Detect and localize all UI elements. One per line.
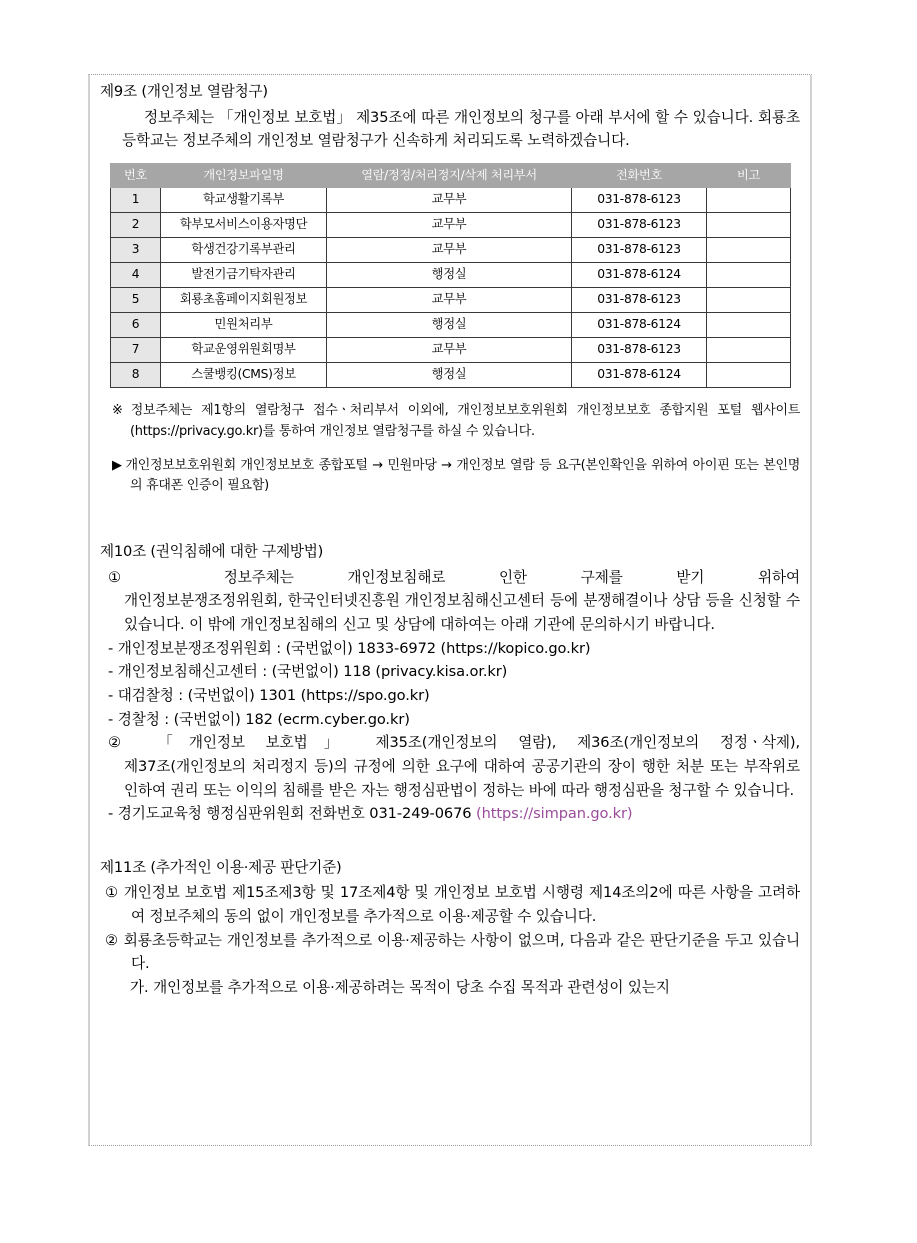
item-marker-1: ①	[105, 884, 119, 902]
article11-item2	[105, 929, 800, 976]
cell-remark	[707, 262, 791, 287]
cell-phone: 031-878-6123	[572, 212, 707, 237]
item2-text: 회룡초등학교는 개인정보를 추가적으로 이용·제공하는 사항이 없으며, 다음과 같은 판단기준을 두고 있습니다.	[123, 931, 800, 973]
cell-phone: 031-878-6124	[572, 362, 707, 387]
article9-title: 제9조 (개인정보 열람청구)	[100, 83, 268, 100]
simpan-link[interactable]: (https://simpan.go.kr)	[476, 805, 633, 823]
article9-body: 정보주체는 「개인정보 보호법」 제35조에 따른 개인정보의 청구를 아래 부서에 할 수 있습니다. 회룡초등학교는 정보주체의 개인정보 열람청구가 신속하게 처리되도록 노력하겠습니다.	[122, 108, 800, 150]
table-row	[111, 237, 791, 262]
cell-no: 5	[111, 287, 161, 312]
cell-remark	[707, 312, 791, 337]
cell-dept: 교무부	[327, 212, 572, 237]
cell-no: 7	[111, 337, 161, 362]
contact-item: - 개인정보침해신고센터 : (국번없이) 118 (privacy.kisa.or.kr)	[108, 663, 508, 681]
cell-file: 학교생활기록부	[161, 187, 327, 212]
cell-no: 1	[111, 187, 161, 212]
table-row	[111, 262, 791, 287]
column-header-dept: 열람/정정/처리정지/삭제 처리부서	[327, 163, 572, 187]
article10-title: 제10조 (권익침해에 대한 구제방법)	[100, 543, 324, 561]
cell-no: 4	[111, 262, 161, 287]
cell-remark	[707, 237, 791, 262]
column-header-no: 번호	[111, 163, 161, 187]
cell-file: 학생건강기록부관리	[161, 237, 327, 262]
table-row	[111, 287, 791, 312]
note-text: 정보주체는 제1항의 열람청구 접수ㆍ처리부서 이외에, 개인정보보호위원회 개인정보보호 종합지원 포털 웹사이트(https://privacy.go.kr)를 통하여 개인정보 열람청구를 하실 수 있습니다.	[130, 402, 801, 439]
cell-no: 2	[111, 212, 161, 237]
administrative-appeal-contact	[108, 802, 800, 826]
note-text: 개인정보보호위원회 개인정보보호 종합포털 → 민원마당 → 개인정보 열람 등 요구(본인확인을 위하여 아이핀 또는 본인명의 휴대폰 인증이 필요함)	[125, 457, 800, 494]
table-row	[111, 212, 791, 237]
item-marker-1: ①	[108, 568, 171, 586]
cell-phone: 031-878-6124	[572, 262, 707, 287]
note-item	[112, 401, 800, 443]
contact-item: - 대검찰청 : (국번없이) 1301 (https://spo.go.kr)	[108, 686, 430, 704]
section-spacer	[100, 826, 800, 856]
contact-item: - 경찰청 : (국번없이) 182 (ecrm.cyber.go.kr)	[108, 710, 410, 728]
cell-phone: 031-878-6123	[572, 187, 707, 212]
cell-file: 회룡초홈페이지회원정보	[161, 287, 327, 312]
asterisk-mark-icon: ※	[112, 402, 128, 418]
note-item	[112, 456, 800, 498]
article10-item2-body: 제37조(개인정보의 처리정지 등)의 규정에 의한 요구에 대하여 공공기관의 장이 행한 처분 또는 부작위로 인하여 권리 또는 이익의 침해를 받은 자는 행정심판법이 정하는 바에 따라 행정심판을 청구할 수 있습니다.	[124, 757, 800, 799]
item1-lead-text: 정보주체는 개인정보침해로 인한 구제를 받기 위하여	[223, 568, 800, 586]
cell-phone: 031-878-6124	[572, 312, 707, 337]
item1-text: 개인정보 보호법 제15조제3항 및 17조제4항 및 개인정보 보호법 시행령 제14조의2에 따른 사항을 고려하여 정보주체의 동의 없이 개인정보를 추가적으로 이용·제공할 수 있습니다.	[123, 884, 800, 926]
article10-item1-lead	[108, 566, 800, 590]
appeal-contact-text: - 경기도교육청 행정심판위원회 전화번호 031-249-0676	[108, 805, 472, 823]
cell-remark	[707, 187, 791, 212]
cell-remark	[707, 362, 791, 387]
cell-no: 6	[111, 312, 161, 337]
article11-sub-a: 가. 개인정보를 추가적으로 이용·제공하려는 목적이 당초 수집 목적과 관련성이 있는지	[130, 979, 670, 996]
article10-item2-lead	[108, 731, 800, 755]
personal-info-file-table	[110, 163, 791, 388]
article11-title: 제11조 (추가적인 이용·제공 판단기준)	[100, 858, 342, 876]
cell-remark	[707, 337, 791, 362]
cell-phone: 031-878-6123	[572, 237, 707, 262]
cell-dept: 교무부	[327, 187, 572, 212]
article9-notes	[112, 401, 800, 497]
cell-phone: 031-878-6123	[572, 287, 707, 312]
cell-no: 8	[111, 362, 161, 387]
table-row	[111, 362, 791, 387]
cell-file: 학부모서비스이용자명단	[161, 212, 327, 237]
table-row	[111, 337, 791, 362]
cell-phone: 031-878-6123	[572, 337, 707, 362]
cell-file: 학교운영위원회명부	[161, 337, 327, 362]
cell-no: 3	[111, 237, 161, 262]
triangle-right-icon: ▶	[112, 457, 123, 473]
column-header-phone: 전화번호	[572, 163, 707, 187]
cell-remark	[707, 287, 791, 312]
cell-dept: 교무부	[327, 287, 572, 312]
item-marker-2: ②	[105, 931, 119, 949]
cell-dept: 교무부	[327, 237, 572, 262]
article11-item1	[105, 881, 800, 928]
cell-file: 발전기금기탁자관리	[161, 262, 327, 287]
table-header-row	[111, 163, 791, 187]
section-spacer	[100, 510, 800, 540]
cell-file: 스쿨뱅킹(CMS)정보	[161, 362, 327, 387]
cell-dept: 교무부	[327, 337, 572, 362]
cell-file: 민원처리부	[161, 312, 327, 337]
cell-dept: 행정실	[327, 362, 572, 387]
table-row	[111, 187, 791, 212]
item-marker-2: ②	[108, 734, 138, 752]
column-header-remark: 비고	[707, 163, 791, 187]
cell-remark	[707, 212, 791, 237]
table-row	[111, 312, 791, 337]
column-header-file: 개인정보파일명	[161, 163, 327, 187]
contact-item: - 개인정보분쟁조정위원회 : (국번없이) 1833-6972 (https://kopico.go.kr)	[108, 639, 591, 657]
cell-dept: 행정실	[327, 262, 572, 287]
article10-item1-body: 개인정보분쟁조정위원회, 한국인터넷진흥원 개인정보침해신고센터 등에 분쟁해결이나 상담 등을 신청할 수 있습니다. 이 밖에 개인정보침해의 신고 및 상담에 대하여는 아래 기관에 문의하시기 바랍니다.	[124, 592, 800, 634]
cell-dept: 행정실	[327, 312, 572, 337]
page-content	[100, 80, 800, 1000]
item2-lead-text: 「개인정보 보호법」 제35조(개인정보의 열람), 제36조(개인정보의 정정ㆍ삭제),	[158, 734, 800, 752]
